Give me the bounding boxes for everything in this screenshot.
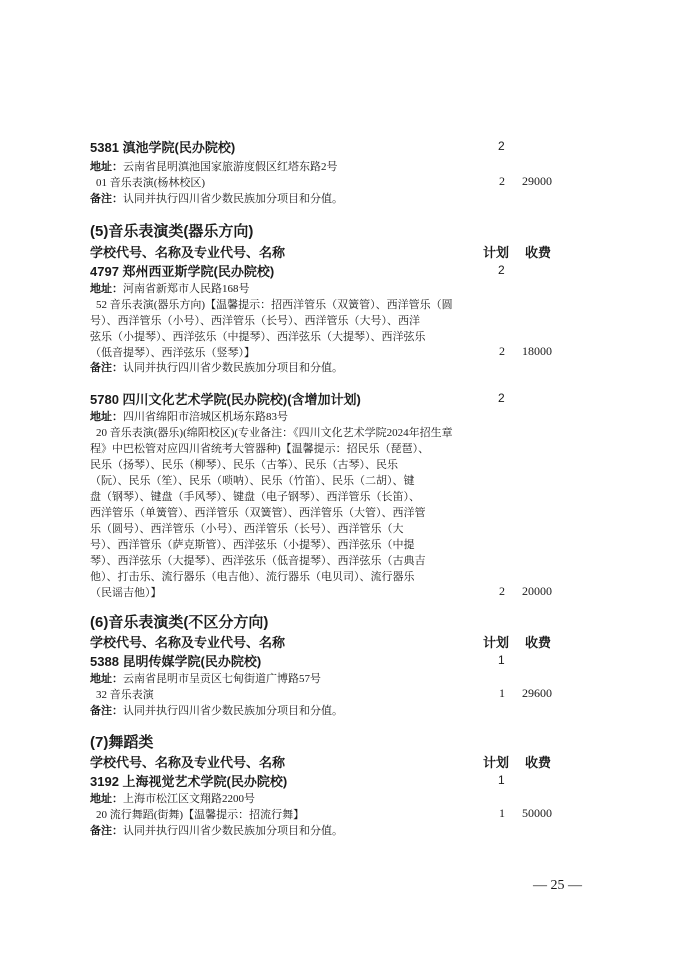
major-plan: 1	[499, 686, 505, 700]
school-address	[90, 670, 321, 686]
major-line: 52 音乐表演(器乐方向)【温馨提示：招西洋管乐（双簧管）、西洋管乐（圆	[96, 299, 453, 311]
note-text: 认同并执行四川省少数民族加分项目和分值。	[123, 193, 343, 205]
school-plan: 1	[498, 653, 505, 667]
address-text: 上海市松江区文翔路2200号	[123, 793, 255, 805]
table-header-plan: 计划	[483, 245, 510, 260]
table-header-col1: 学校代号、名称及专业代号、名称	[90, 755, 286, 770]
major-fee: 20000	[522, 584, 552, 598]
address-text: 四川省绵阳市涪城区机场东路83号	[123, 411, 288, 423]
major-fee: 29600	[522, 686, 552, 700]
major-line: 号）、西洋管乐（萨克斯管）、西洋弦乐（小提琴）、西洋弦乐（中提	[90, 539, 415, 551]
address-label: 地址：	[90, 161, 123, 173]
major-fee: 50000	[522, 806, 552, 820]
address-label: 地址：	[90, 411, 123, 423]
major-line: 32 音乐表演	[96, 689, 154, 701]
address-label: 地址：	[90, 283, 123, 295]
major-line: 20 音乐表演(器乐)(绵阳校区)(专业备注：《四川文化艺术学院2024年招生章	[96, 427, 453, 439]
note-line	[90, 190, 343, 206]
major-plan: 2	[499, 344, 505, 358]
note-label: 备注：	[90, 193, 123, 205]
note-label: 备注：	[90, 705, 123, 717]
major-line: 号）、西洋管乐（小号）、西洋管乐（长号）、西洋管乐（大号）、西洋	[90, 315, 420, 327]
note-line	[90, 702, 343, 718]
school-plan: 1	[498, 773, 505, 787]
address-text: 云南省昆明市呈贡区七甸街道广博路57号	[123, 673, 321, 685]
major-line: （阮）、民乐（笙）、民乐（唢呐）、民乐（竹笛）、民乐（二胡）、键	[90, 475, 415, 487]
address-text: 河南省新郑市人民路168号	[123, 283, 250, 295]
major-line: 民乐（扬琴）、民乐（柳琴）、民乐（古筝）、民乐（古琴）、民乐	[90, 459, 398, 471]
major-plan: 2	[499, 584, 505, 598]
major-plan: 1	[499, 806, 505, 820]
school-name: 5780 四川文化艺术学院(民办院校)(含增加计划)	[90, 392, 361, 407]
major-line: 盘（钢琴）、键盘（手风琴）、键盘（电子钢琴）、西洋管乐（长笛）、	[90, 491, 420, 503]
major-line: 他）、打击乐、流行器乐（电吉他）、流行器乐（电贝司）、流行器乐	[90, 571, 415, 583]
section-title: (5)音乐表演类(器乐方向)	[90, 223, 254, 240]
table-header-fee: 收费	[525, 755, 552, 770]
note-line	[90, 822, 343, 838]
major-fee: 18000	[522, 344, 552, 358]
major-line: 琴）、西洋弦乐（大提琴）、西洋弦乐（低音提琴）、西洋弦乐（古典吉	[90, 555, 426, 567]
major-line: 乐（圆号）、西洋管乐（小号）、西洋管乐（长号）、西洋管乐（大	[90, 523, 404, 535]
note-label: 备注：	[90, 825, 123, 837]
table-header-col1: 学校代号、名称及专业代号、名称	[90, 635, 286, 650]
table-header-fee: 收费	[525, 635, 552, 650]
school-name: 5381 滇池学院(民办院校)	[90, 140, 236, 155]
section-title: (7)舞蹈类	[90, 734, 154, 751]
major-line: （民谣吉他）】	[90, 587, 162, 599]
major-line: 01 音乐表演(杨林校区)	[96, 177, 206, 189]
school-address	[90, 280, 250, 296]
note-label: 备注：	[90, 362, 123, 374]
page-number: — 25 —	[533, 878, 582, 893]
address-label: 地址：	[90, 793, 123, 805]
address-label: 地址：	[90, 673, 123, 685]
school-name: 5388 昆明传媒学院(民办院校)	[90, 654, 262, 669]
table-header-fee: 收费	[525, 245, 552, 260]
school-address	[90, 790, 255, 806]
major-line: 20 流行舞蹈(街舞)【温馨提示：招流行舞】	[96, 809, 305, 821]
school-plan: 2	[498, 139, 505, 153]
major-line: 西洋管乐（单簧管）、西洋管乐（双簧管）、西洋管乐（大管）、西洋管	[90, 507, 426, 519]
school-address	[90, 158, 338, 174]
note-line	[90, 359, 343, 375]
school-name: 4797 郑州西亚斯学院(民办院校)	[90, 264, 275, 279]
major-line: 程》中巴松管对应四川省统考大管器种)【温馨提示：招民乐（琵琶）、	[90, 443, 430, 455]
school-plan: 2	[498, 391, 505, 405]
school-address	[90, 408, 288, 424]
table-header-col1: 学校代号、名称及专业代号、名称	[90, 245, 286, 260]
table-header-plan: 计划	[483, 635, 510, 650]
note-text: 认同并执行四川省少数民族加分项目和分值。	[123, 705, 343, 717]
table-header-plan: 计划	[483, 755, 510, 770]
note-text: 认同并执行四川省少数民族加分项目和分值。	[123, 362, 343, 374]
major-line: （低音提琴）、西洋弦乐（竖琴）】	[90, 347, 255, 359]
note-text: 认同并执行四川省少数民族加分项目和分值。	[123, 825, 343, 837]
major-fee: 29000	[522, 174, 552, 188]
major-plan: 2	[499, 174, 505, 188]
school-plan: 2	[498, 263, 505, 277]
major-line: 弦乐（小提琴）、西洋弦乐（中提琴）、西洋弦乐（大提琴）、西洋弦乐	[90, 331, 426, 343]
school-name: 3192 上海视觉艺术学院(民办院校)	[90, 774, 288, 789]
address-text: 云南省昆明滇池国家旅游度假区红塔东路2号	[123, 161, 338, 173]
section-title: (6)音乐表演类(不区分方向)	[90, 614, 269, 631]
